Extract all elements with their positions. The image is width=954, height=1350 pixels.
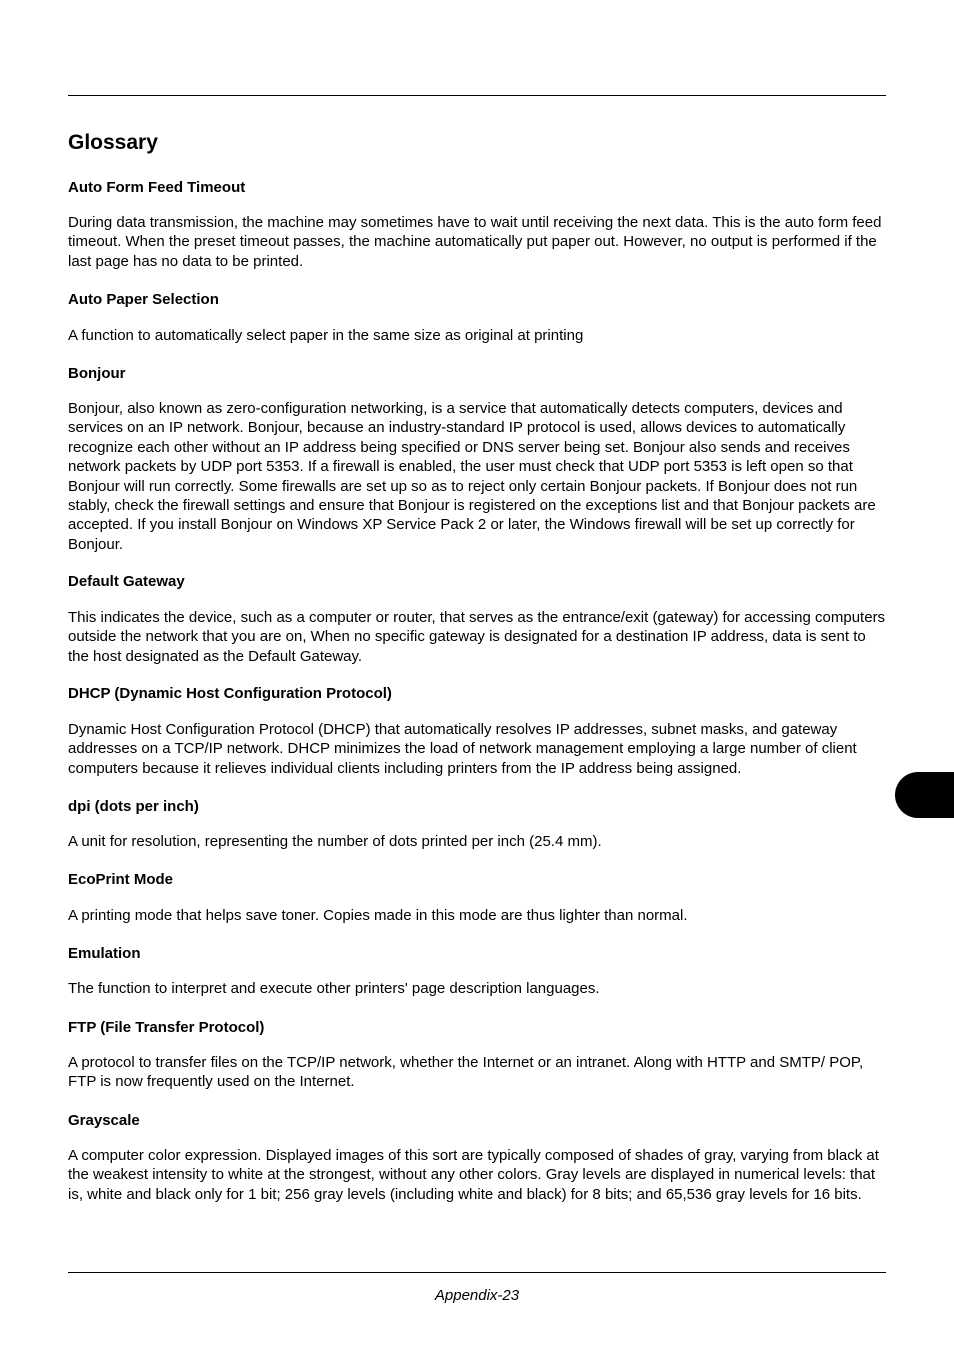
glossary-definition-dhcp: Dynamic Host Configuration Protocol (DHCP) that automatically resolves IP addresses, subnet masks, and gateway addresses on a TCP/IP network. DHCP minimizes the load of network management employing a large number of client computers because it relieves individual clients including printers from the IP address being assigned. [68,721,857,777]
glossary-definition-bonjour: Bonjour, also known as zero-configuration networking, is a service that automatically detects computers, devices and services on an IP network. Bonjour, because an industry-standard IP protocol is used, allows devices to automatically recognize each other without an IP address being specified or DNS server being set. Bonjour also sends and receives network packets by UDP port 5353. If a firewall is enabled, the user must check that UDP port 5353 is left open so that Bonjour will run correctly. Some firewalls are set up so as to reject only certain Bonjour packets. If Bonjour does not run stably, check the firewall settings and ensure that Bonjour is registered on the exceptions list and that Bonjour packets are accepted. If you install Bonjour on Windows XP Service Pack 2 or later, the Windows firewall will be set up correctly for Bonjour. [68,400,876,553]
glossary-definition-ftp: A protocol to transfer files on the TCP/IP network, whether the Internet or an intranet. Along with HTTP and SMTP/ POP, FTP is now frequently used on the Internet. [68,1054,864,1091]
glossary-term-auto-form-feed-timeout: Auto Form Feed Timeout [68,179,246,196]
glossary-definition-auto-paper-selection: A function to automatically select paper in the same size as original at printing [68,327,584,344]
glossary-definition-default-gateway: This indicates the device, such as a computer or router, that serves as the entrance/exit (gateway) for accessing computers outside the network that you are on, When no specific gateway is designated for a destination IP address, data is sent to the host designated as the Default Gateway. [68,609,886,665]
page-title: Glossary [68,131,158,154]
glossary-definition-emulation: The function to interpret and execute other printers' page description languages. [68,980,600,997]
glossary-term-auto-paper-selection: Auto Paper Selection [68,291,219,308]
glossary-term-grayscale: Grayscale [68,1112,140,1129]
glossary-definition-ecoprint-mode: A printing mode that helps save toner. Copies made in this mode are thus lighter than normal. [68,907,688,924]
glossary-term-emulation: Emulation [68,945,141,962]
chapter-tab-marker [895,772,954,818]
header-rule [68,95,886,96]
glossary-term-ftp: FTP (File Transfer Protocol) [68,1019,265,1036]
glossary-definition-grayscale: A computer color expression. Displayed images of this sort are typically composed of shades of gray, varying from black at the weakest intensity to white at the strongest, without any other colors. Gray levels are displayed in numerical levels: that is, white and black only for 1 bit; 256 gray levels (including white and black) for 8 bits; and 65,536 gray levels for 16 bits. [68,1147,879,1203]
footer-rule [68,1272,886,1273]
glossary-definition-auto-form-feed-timeout: During data transmission, the machine may sometimes have to wait until receiving the next data. This is the auto form feed timeout. When the preset timeout passes, the machine automatically put paper out. However, no output is performed if the last page has no data to be printed. [68,214,882,270]
glossary-term-default-gateway: Default Gateway [68,573,185,590]
glossary-term-ecoprint-mode: EcoPrint Mode [68,871,174,888]
glossary-term-dhcp: DHCP (Dynamic Host Configuration Protocol) [68,685,392,702]
glossary-definition-dpi: A unit for resolution, representing the number of dots printed per inch (25.4 mm). [68,833,602,850]
glossary-term-dpi: dpi (dots per inch) [68,798,199,815]
glossary-term-bonjour: Bonjour [68,365,126,382]
page-footer: Appendix-23 [434,1287,520,1304]
